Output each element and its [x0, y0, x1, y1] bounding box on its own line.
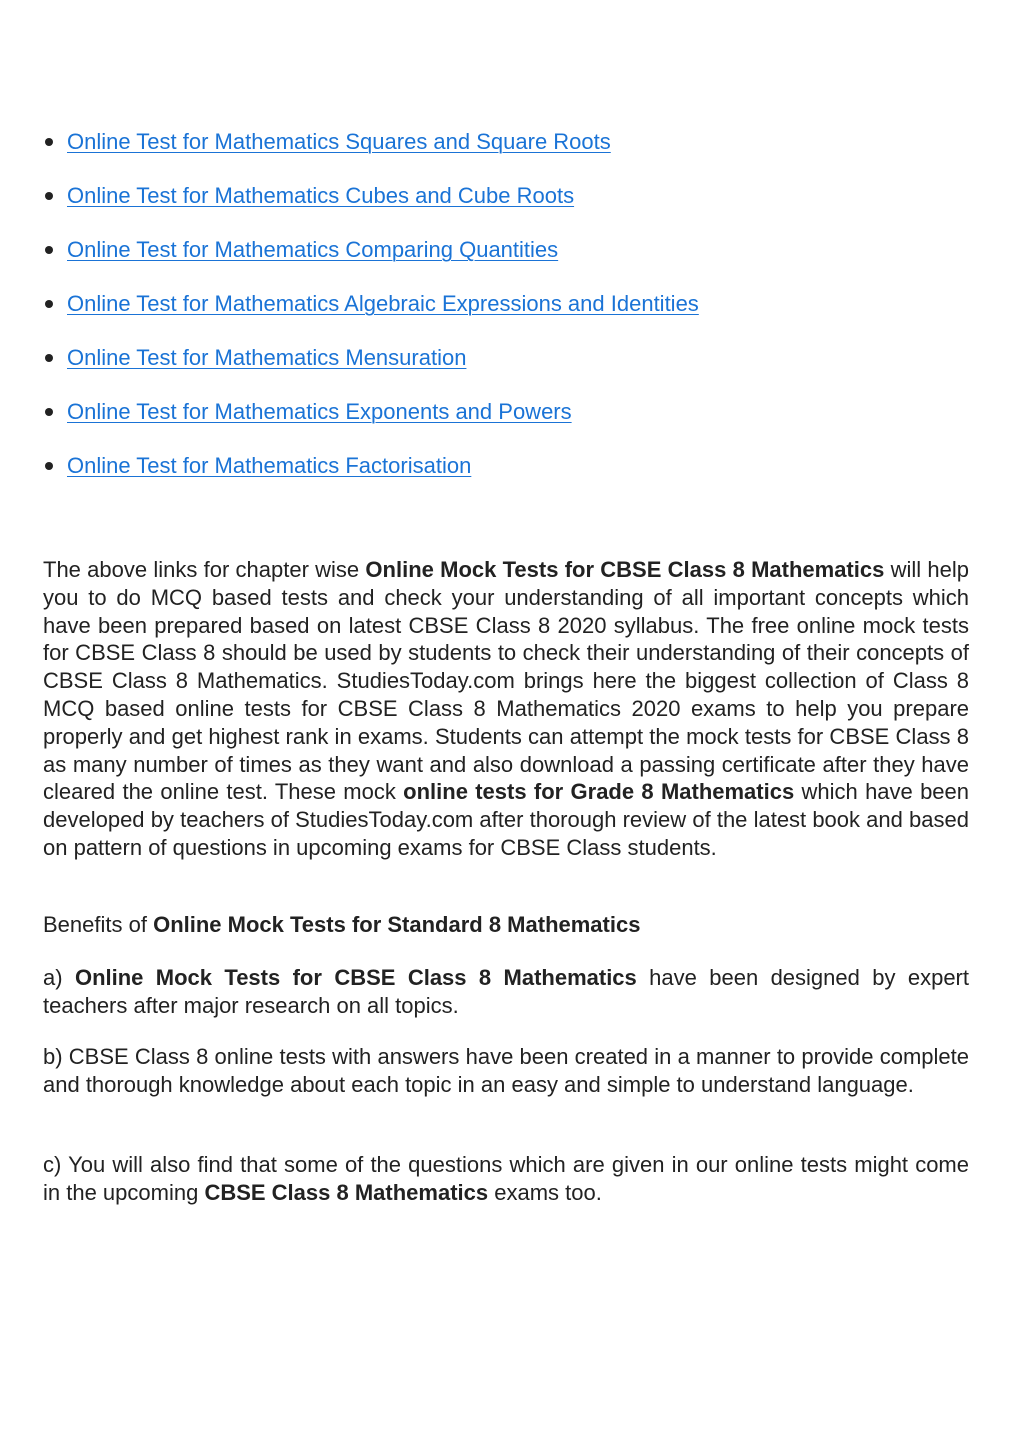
intro-text-2: will help you to do MCQ based tests and check your understanding of all important concepts which have been prepared based on latest CBSE Class 8 2020 syllabus. The free online mock tests for CBSE Class 8 should be used by students to check their understanding of their concepts of CBSE Class 8 Mathematics. StudiesToday.com brings here the biggest collection of Class 8 MCQ based online tests for CBSE Class 8 Mathematics 2020 exams to help you prepare properly and get highest rank in exams. Students can attempt the mock tests for CBSE Class 8 as many number of times as they want and also download a passing certificate after they have cleared the online test. These mock [43, 557, 969, 805]
point-a-prefix: a) [43, 965, 75, 990]
intro-paragraph [43, 556, 969, 862]
bullet-icon [45, 462, 53, 470]
bullet-icon [45, 138, 53, 146]
point-c-text-2: exams too. [488, 1179, 602, 1205]
point-b-text: b) CBSE Class 8 online tests with answers have been created in a manner to provide complete and thorough knowledge about each topic in an easy and simple to understand language. [43, 1044, 969, 1097]
point-a-text: have been designed by expert teachers after major research on all topics. [43, 965, 969, 1018]
list-item [43, 234, 973, 288]
chapter-test-link-list [43, 126, 973, 504]
benefits-bold: Online Mock Tests for Standard 8 Mathematics [153, 912, 641, 937]
list-item [43, 342, 973, 396]
bullet-icon [45, 300, 53, 308]
link-factorisation[interactable]: Online Test for Mathematics Factorisation [67, 453, 472, 478]
point-b-paragraph [43, 1043, 969, 1099]
bullet-icon [45, 246, 53, 254]
intro-bold-2: online tests for Grade 8 Mathematics [403, 779, 795, 805]
point-c-bold: CBSE Class 8 Mathematics [204, 1179, 489, 1205]
benefits-heading [43, 911, 969, 939]
benefits-text: Benefits of [43, 912, 154, 937]
bullet-icon [45, 192, 53, 200]
link-exponents-and-powers[interactable]: Online Test for Mathematics Exponents and Powers [67, 399, 572, 424]
list-item [43, 396, 973, 450]
list-item [43, 450, 973, 504]
link-squares-and-square-roots[interactable]: Online Test for Mathematics Squares and Square Roots [67, 129, 611, 154]
list-item [43, 288, 973, 342]
intro-text-3: which have been developed by teachers of StudiesToday.com after thorough review of the latest book and based on pattern of questions in upcoming exams for CBSE Class students. [43, 779, 970, 860]
point-a-bold: Online Mock Tests for CBSE Class 8 Mathematics [74, 965, 637, 990]
link-mensuration[interactable]: Online Test for Mathematics Mensuration [67, 345, 467, 370]
bullet-icon [45, 354, 53, 362]
point-a-paragraph [43, 964, 969, 1020]
intro-text-1: The above links for chapter wise [43, 557, 366, 582]
intro-bold-1: Online Mock Tests for CBSE Class 8 Mathematics [365, 557, 885, 582]
list-item [43, 126, 973, 180]
link-comparing-quantities[interactable]: Online Test for Mathematics Comparing Quantities [67, 237, 559, 262]
link-cubes-and-cube-roots[interactable]: Online Test for Mathematics Cubes and Cube Roots [67, 183, 575, 208]
link-algebraic-expressions[interactable]: Online Test for Mathematics Algebraic Expressions and Identities [67, 291, 699, 316]
point-c-text-1: c) You will also find that some of the questions which are given in our online tests might come in the upcoming [43, 1152, 969, 1205]
point-c-paragraph [43, 1151, 969, 1207]
bullet-icon [45, 408, 53, 416]
list-item [43, 180, 973, 234]
